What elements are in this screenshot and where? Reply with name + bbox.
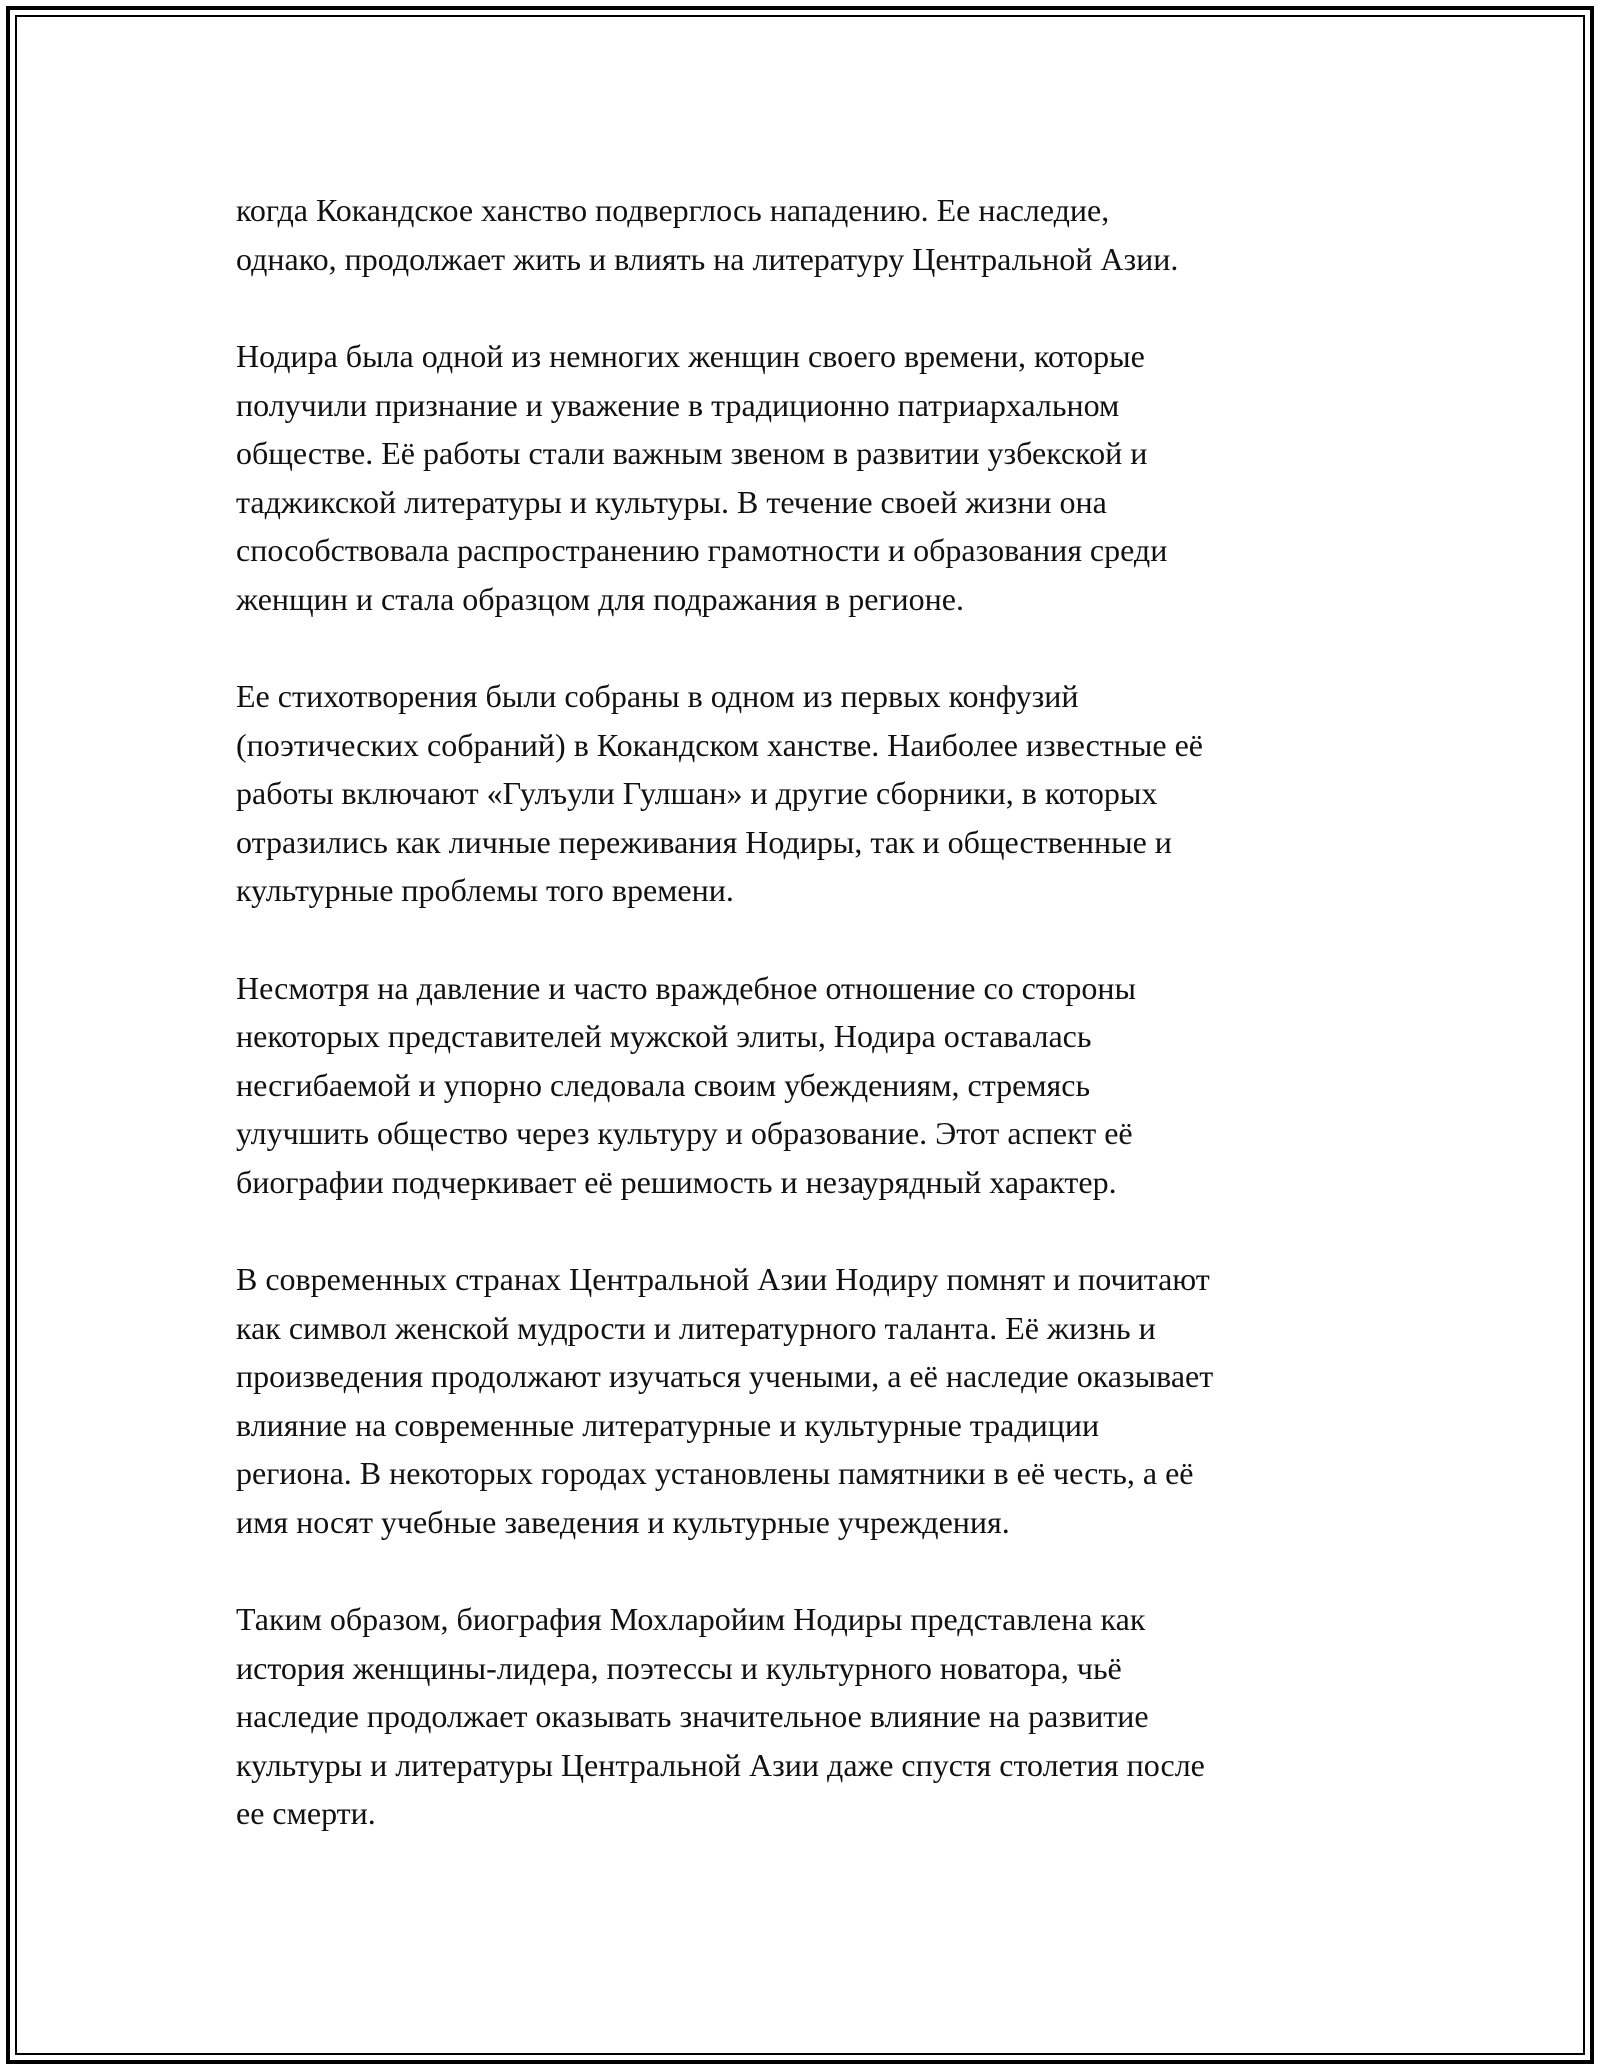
text-line: способствовала распространению грамотности и образования среди: [236, 532, 1168, 568]
text-line: когда Кокандское ханство подверглось нападению. Ее наследие,: [236, 192, 1110, 228]
text-line: улучшить общество через культуру и образование. Этот аспект её: [236, 1115, 1133, 1151]
text-line: таджикской литературы и культуры. В течение своей жизни она: [236, 483, 1107, 520]
text-line: женщин и стала образцом для подражания в регионе.: [236, 580, 964, 617]
text-line: некоторых представителей мужской элиты, Нодира оставалась: [236, 1018, 1092, 1054]
paragraph-5: [236, 1255, 1386, 1546]
text-line: ее смерти.: [236, 1795, 376, 1831]
text-line: обществе. Её работы стали важным звеном в развитии узбекской и: [236, 435, 1148, 471]
text-line: работы включают «Гулъули Гулшан» и другие сборники, в которых: [236, 775, 1158, 811]
paragraph-4: [236, 964, 1386, 1207]
text-line: В современных странах Центральной Азии Нодиру помнят и почитают: [236, 1261, 1210, 1297]
text-line: биографии подчеркивает её решимость и незаурядный характер.: [236, 1163, 1117, 1200]
text-line: Таким образом, биография Мохларойим Нодиры представлена как: [236, 1601, 1146, 1637]
text-line: имя носят учебные заведения и культурные учреждения.: [236, 1503, 1010, 1540]
text-line: Ее стихотворения были собраны в одном из первых конфузий: [236, 678, 1079, 714]
text-line: региона. В некоторых городах установлены памятники в её честь, а её: [236, 1455, 1194, 1491]
text-line: Несмотря на давление и часто враждебное отношение со стороны: [236, 969, 1137, 1006]
text-line: (поэтических собраний) в Кокандском ханстве. Наиболее известные её: [236, 726, 1203, 763]
text-line: история женщины-лидера, поэтессы и культурного новатора, чьё: [236, 1649, 1122, 1686]
text-line: культуры и литературы Центральной Азии даже спустя столетия после: [236, 1746, 1205, 1783]
document-body: [236, 186, 1386, 1887]
paragraph-2: [236, 332, 1386, 623]
text-line: культурные проблемы того времени.: [236, 872, 734, 908]
text-line: произведения продолжают изучаться учеными, а её наследие оказывает: [236, 1358, 1214, 1394]
text-line: отразились как личные переживания Нодиры, так и общественные и: [236, 823, 1172, 860]
text-line: наследие продолжает оказывать значительное влияние на развитие: [236, 1698, 1149, 1734]
text-line: Нодира была одной из немногих женщин своего времени, которые: [236, 338, 1145, 374]
text-line: как символ женской мудрости и литературного таланта. Её жизнь и: [236, 1309, 1156, 1346]
text-line: однако, продолжает жить и влиять на литературу Центральной Азии.: [236, 240, 1179, 277]
text-line: несгибаемой и упорно следовала своим убеждениям, стремясь: [236, 1066, 1091, 1103]
paragraph-3: [236, 672, 1386, 915]
paragraph-6: [236, 1595, 1386, 1838]
text-line: влияние на современные литературные и культурные традиции: [236, 1406, 1100, 1443]
text-line: получили признание и уважение в традиционно патриархальном: [236, 386, 1120, 423]
paragraph-1: [236, 186, 1386, 283]
